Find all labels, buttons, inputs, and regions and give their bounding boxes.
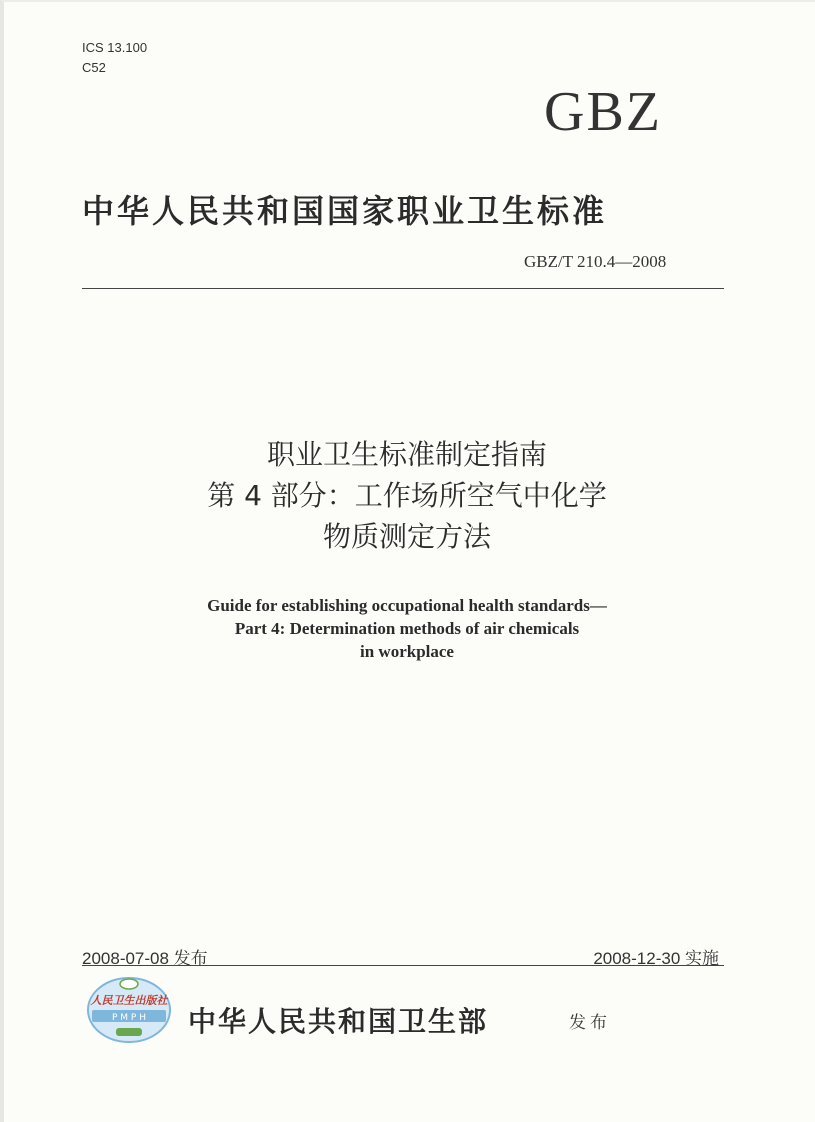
english-title-line: in workplace (360, 642, 454, 661)
chinese-title-line: 第 4 部分：工作场所空气中化学 (207, 479, 607, 512)
national-standard-title: 中华人民共和国国家职业卫生标准 (82, 192, 608, 230)
implementation-date: 2008-12-30 实施 (593, 949, 719, 968)
gbz-mark: GBZ (544, 81, 662, 143)
chinese-title (82, 434, 732, 557)
logo-chinese-text: 人民卫生出版社 (90, 994, 168, 1007)
standard-number: GBZ/T 210.4—2008 (524, 252, 667, 271)
english-title (82, 594, 732, 663)
footer-divider (82, 965, 724, 966)
english-title-line: Part 4: Determination methods of air chemicals (234, 619, 580, 638)
publisher-name: 中华人民共和国卫生部 (188, 1005, 489, 1038)
issue-date: 2008-07-08 发布 (82, 949, 208, 968)
logo-letters: P M P H (112, 1013, 146, 1023)
ccs-code: C52 (82, 60, 106, 75)
english-title-line: Guide for establishing occupational health standards— (207, 596, 607, 615)
chinese-title-line: 职业卫生标准制定指南 (266, 438, 547, 471)
classification-codes (82, 38, 147, 78)
chinese-title-line: 物质测定方法 (322, 520, 491, 553)
pmph-logo-icon (86, 974, 172, 1044)
ics-code: ICS 13.100 (82, 40, 148, 55)
publish-label: 发布 (569, 1013, 611, 1033)
header-divider (82, 288, 724, 289)
